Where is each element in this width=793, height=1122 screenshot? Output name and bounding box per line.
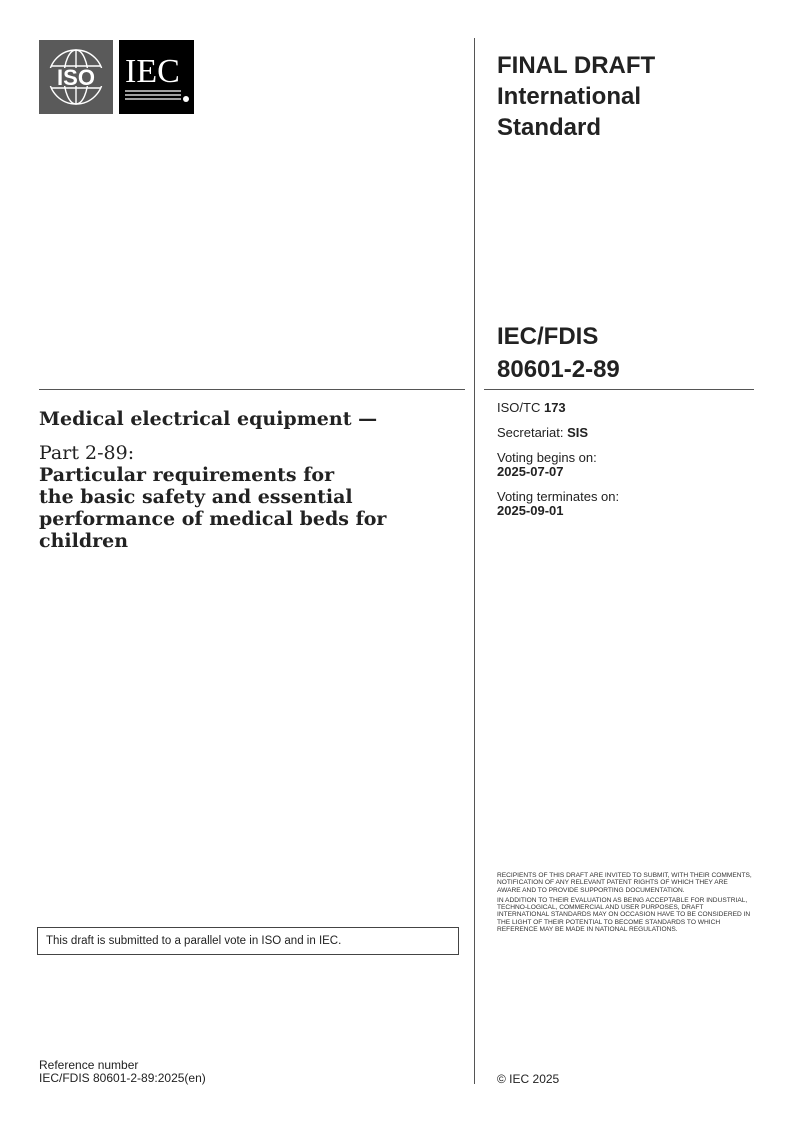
- parallel-vote-box: This draft is submitted to a parallel vote in ISO and in IEC.: [37, 927, 459, 955]
- logo-group: [39, 40, 194, 114]
- horizontal-divider-right: [484, 389, 754, 390]
- committee-label: ISO/TC: [497, 400, 541, 415]
- title-subtitle-line: children: [39, 530, 129, 552]
- copyright: © IEC 2025: [497, 1072, 560, 1086]
- document-meta: [497, 401, 747, 529]
- reference-number: [39, 1059, 206, 1085]
- voting-begins-row: [497, 451, 747, 479]
- voting-begins-value: 2025-07-07: [497, 464, 564, 479]
- voting-begins-label: Voting begins on:: [497, 450, 597, 465]
- secretariat-value: SIS: [567, 425, 589, 440]
- committee-row: [497, 401, 747, 415]
- standard-number: [497, 320, 620, 386]
- iec-logo: [119, 40, 194, 114]
- horizontal-divider-left: [39, 389, 465, 390]
- title-part: Part 2-89:: [39, 442, 135, 464]
- title-subtitle-line: Particular requirements for: [39, 464, 335, 486]
- title-subtitle-line: performance of medical beds for: [39, 508, 387, 530]
- vertical-divider: [474, 38, 475, 1084]
- committee-value: 173: [543, 400, 566, 415]
- reference-value: IEC/FDIS 80601-2-89:2025(en): [39, 1071, 206, 1085]
- iso-logo-text: ISO: [57, 65, 95, 90]
- voting-ends-label: Voting terminates on:: [497, 489, 620, 504]
- draft-type-line: FINAL DRAFT: [497, 52, 656, 79]
- draft-type-line: International: [497, 83, 642, 110]
- iso-logo: [39, 40, 113, 114]
- iso-globe-icon: [39, 40, 113, 114]
- voting-ends-value: 2025-09-01: [497, 503, 564, 518]
- draft-type-heading: [497, 50, 655, 143]
- draft-type-line: Standard: [497, 114, 602, 141]
- secretariat-label: Secretariat:: [497, 425, 564, 440]
- draft-notice: [497, 872, 752, 936]
- reference-label: Reference number: [39, 1058, 139, 1072]
- voting-ends-row: [497, 490, 747, 518]
- document-title: [39, 406, 449, 552]
- iec-logo-mark: [119, 40, 194, 114]
- title-main: Medical electrical equipment —: [39, 408, 378, 430]
- iec-logo-text: IEC: [125, 53, 180, 90]
- title-subtitle-line: the basic safety and essential: [39, 486, 353, 508]
- secretariat-row: [497, 426, 747, 440]
- standard-number-line: 80601-2-89: [497, 356, 620, 383]
- notice-paragraph: RECIPIENTS OF THIS DRAFT ARE INVITED TO SUBMIT, WITH THEIR COMMENTS, NOTIFICATION OF ANY RELEVANT PATENT RIGHTS OF WHICH THEY ARE AWARE AND TO PROVIDE SUPPORTING DOCUMENTATION.: [497, 872, 752, 894]
- standard-number-line: IEC/FDIS: [497, 323, 599, 350]
- notice-paragraph: IN ADDITION TO THEIR EVALUATION AS BEING ACCEPTABLE FOR INDUSTRIAL, TECHNO-LOGICAL, COMMERCIAL AND USER PURPOSES, DRAFT INTERNATIONAL STANDARDS MAY ON OCCASION HAVE TO BE CONSIDERED IN THE LIGHT OF THEIR POTENTIAL TO BECOME STANDARDS TO WHICH REFERENCE MAY BE MADE IN NATIONAL REGULATIONS.: [497, 896, 751, 934]
